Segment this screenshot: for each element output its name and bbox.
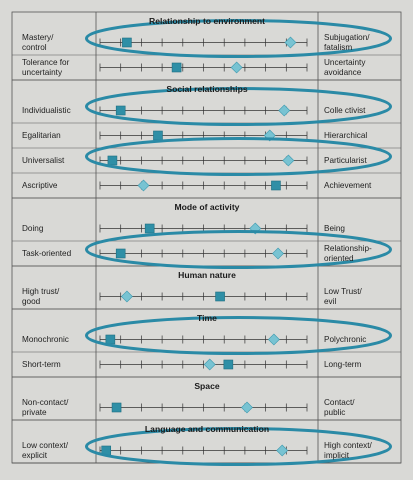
right-pole-label: Subjugation/ fatalism	[324, 32, 370, 52]
diamond-marker	[241, 402, 252, 413]
square-marker	[224, 360, 233, 369]
square-marker	[153, 131, 162, 140]
section-heading: Time	[197, 313, 217, 323]
left-pole-label: Individualistic	[22, 105, 71, 115]
right-pole-label: Relationship- oriented	[324, 243, 372, 263]
section-heading: Relationship to environment	[148, 16, 266, 26]
diamond-marker	[273, 248, 284, 259]
right-pole-label: Hierarchical	[324, 130, 368, 140]
square-marker	[116, 249, 125, 258]
diamond-marker	[283, 155, 294, 166]
right-pole-label: Uncertainty avoidance	[324, 57, 366, 77]
square-marker	[112, 403, 121, 412]
section-heading: Human nature	[178, 270, 236, 280]
diamond-marker	[268, 334, 279, 345]
diamond-marker	[138, 180, 149, 191]
left-pole-label: Tolerance for uncertainty	[22, 57, 70, 77]
left-pole-label: Doing	[22, 223, 44, 233]
left-pole-label: Universalist	[22, 155, 65, 165]
square-marker	[116, 106, 125, 115]
left-pole-label: Short-term	[22, 359, 61, 369]
right-pole-label: Low Trust/ evil	[324, 286, 362, 306]
right-pole-label: Polychronic	[324, 334, 367, 344]
left-pole-label: Egalitarian	[22, 130, 61, 140]
right-pole-label: Contact/ public	[324, 397, 355, 417]
right-pole-label: Colle ctivist	[324, 105, 366, 115]
left-pole-label: Non-contact/ private	[22, 397, 69, 417]
section-heading: Social relationships	[166, 84, 248, 94]
right-pole-label: Long-term	[324, 359, 362, 369]
square-marker	[216, 292, 225, 301]
square-marker	[145, 224, 154, 233]
diamond-marker	[231, 62, 242, 73]
left-pole-label: Mastery/ control	[22, 32, 54, 52]
diamond-marker	[279, 105, 290, 116]
left-pole-label: Task-oriented	[22, 248, 72, 258]
square-marker	[271, 181, 280, 190]
right-pole-label: Achievement	[324, 180, 372, 190]
left-pole-label: Low context/ explicit	[22, 440, 68, 460]
diamond-marker	[121, 291, 132, 302]
right-pole-label: Particularist	[324, 155, 367, 165]
section-heading: Mode of activity	[174, 202, 240, 212]
section-heading: Language and communication	[144, 424, 270, 434]
right-pole-label: Being	[324, 223, 345, 233]
left-pole-label: High trust/ good	[22, 286, 60, 306]
square-marker	[122, 38, 131, 47]
left-pole-label: Ascriptive	[22, 180, 58, 190]
square-marker	[106, 335, 115, 344]
left-pole-label: Monochronic	[22, 334, 69, 344]
right-pole-label: High context/ implicit	[324, 440, 372, 460]
square-marker	[172, 63, 181, 72]
section-heading: Space	[194, 381, 220, 391]
diamond-marker	[204, 359, 215, 370]
square-marker	[108, 156, 117, 165]
